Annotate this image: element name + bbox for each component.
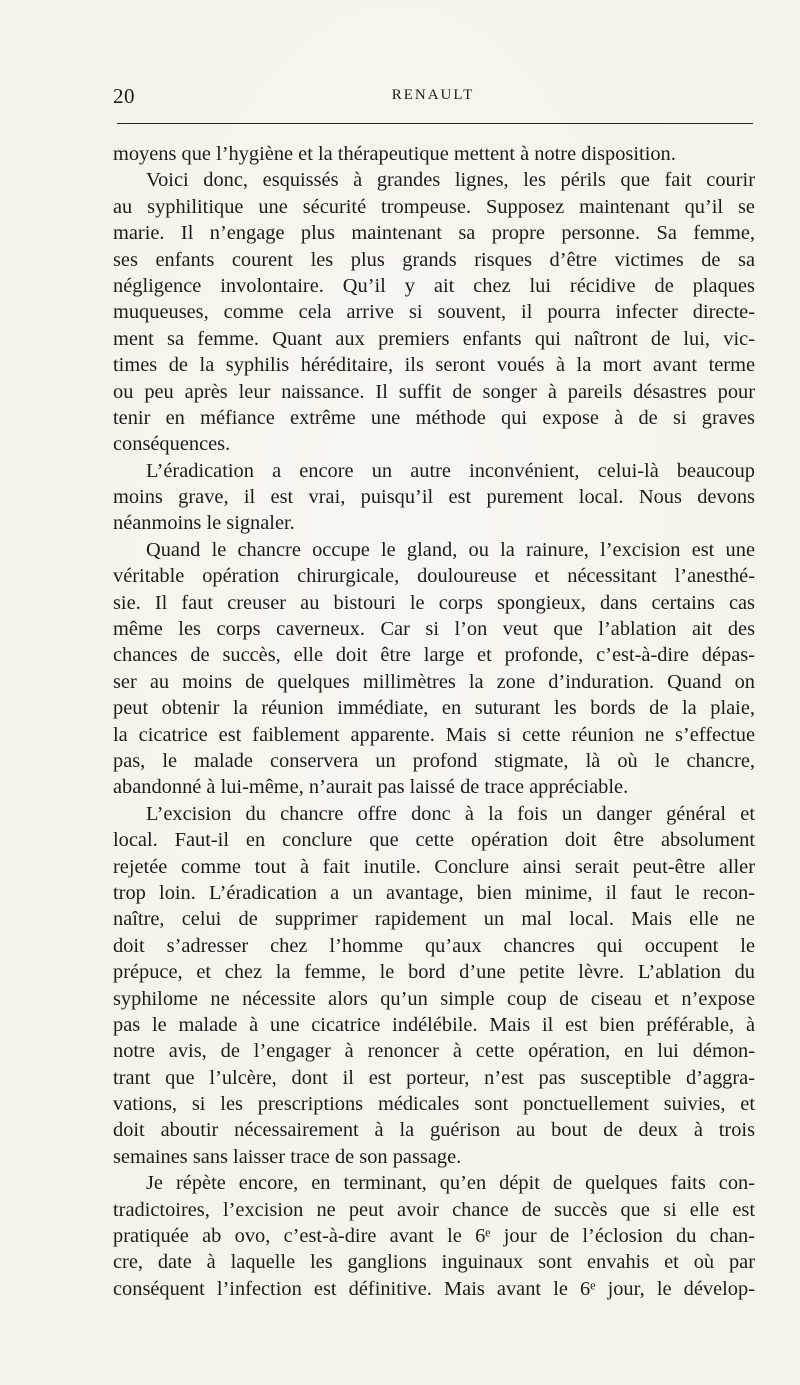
text-line: la cicatrice est faiblement apparente. Mais si cette réunion ne s’effectue bbox=[113, 723, 755, 746]
body-text bbox=[113, 141, 755, 1302]
text-line: prépuce, et chez la femme, le bord d’une petite lèvre. L’ablation du bbox=[113, 961, 755, 984]
text-line: moyens que l’hygiène et la thérapeutique mettent à notre disposition. bbox=[113, 143, 676, 165]
text-line: cre, date à laquelle les ganglions inguinaux sont envahis et où par bbox=[113, 1251, 755, 1274]
text-line: néanmoins le signaler. bbox=[113, 512, 295, 535]
text-line: trop loin. L’éradication a un avantage, bien minime, il faut le recon- bbox=[113, 881, 755, 904]
text-line: pratiquée ab ovo, c’est-à-dire avant le 6ᵉ jour de l’éclosion du chan- bbox=[113, 1225, 755, 1248]
text-line: tenir en méfiance extrême une méthode qui expose à de si graves bbox=[113, 406, 755, 429]
text-line: notre avis, de l’engager à renoncer à cette opération, en lui démon- bbox=[113, 1040, 755, 1063]
text-line: pas le malade à une cicatrice indélébile. Mais il est bien préférable, à bbox=[113, 1013, 755, 1036]
text-line: L’éradication a encore un autre inconvénient, celui-là beaucoup bbox=[146, 459, 755, 482]
text-line: sie. Il faut creuser au bistouri le corps spongieux, dans certains cas bbox=[113, 591, 755, 614]
text-line: chances de succès, elle doit être large et profonde, c’est-à-dire dépas- bbox=[113, 644, 755, 667]
page-header bbox=[113, 84, 753, 114]
text-line: trant que l’ulcère, dont il est porteur, n’est pas susceptible d’aggra- bbox=[113, 1066, 755, 1089]
text-line: conséquences. bbox=[113, 433, 231, 456]
page-number: 20 bbox=[113, 84, 135, 108]
text-line: L’excision du chancre offre donc à la fois un danger général et bbox=[146, 802, 755, 825]
text-line: rejetée comme tout à fait inutile. Conclure ainsi serait peut-être aller bbox=[113, 855, 755, 878]
text-line: véritable opération chirurgicale, douloureuse et nécessitant l’anesthé- bbox=[113, 565, 755, 588]
text-line: naître, celui de supprimer rapidement un mal local. Mais elle ne bbox=[113, 908, 755, 931]
text-line: vations, si les prescriptions médicales sont ponctuellement suivies, et bbox=[113, 1093, 755, 1116]
text-line: Voici donc, esquissés à grandes lignes, les périls que fait courir bbox=[146, 169, 755, 192]
text-line: au syphilitique une sécurité trompeuse. Supposez maintenant qu’il se bbox=[113, 195, 755, 218]
text-line: moins grave, il est vrai, puisqu’il est purement local. Nous devons bbox=[113, 486, 755, 509]
text-line: ser au moins de quelques millimètres la zone d’induration. Quand on bbox=[113, 670, 755, 693]
text-line: ses enfants courent les plus grands risques d’être victimes de sa bbox=[113, 248, 755, 271]
text-line: muqueuses, comme cela arrive si souvent, il pourra infecter directe- bbox=[113, 301, 755, 324]
text-line: ou peu après leur naissance. Il suffit de songer à pareils désastres pour bbox=[113, 380, 755, 403]
text-line: ment sa femme. Quant aux premiers enfants qui naîtront de lui, vic- bbox=[113, 327, 755, 350]
text-line: local. Faut-il en conclure que cette opération doit être absolument bbox=[113, 829, 755, 852]
text-line: conséquent l’infection est définitive. Mais avant le 6ᵉ jour, le dévelop- bbox=[113, 1277, 755, 1300]
text-line: times de la syphilis héréditaire, ils seront voués à la mort avant terme bbox=[113, 354, 755, 377]
text-line: marie. Il n’engage plus maintenant sa propre personne. Sa femme, bbox=[113, 222, 755, 245]
text-line: pas, le malade conservera un profond stigmate, là où le chancre, bbox=[113, 749, 755, 772]
text-line: abandonné à lui-même, n’aurait pas laissé de trace appréciable. bbox=[113, 776, 629, 799]
text-line: Je répète encore, en terminant, qu’en dépit de quelques faits con- bbox=[146, 1172, 755, 1195]
text-line: négligence involontaire. Qu’il y ait chez lui récidive de plaques bbox=[113, 274, 755, 297]
text-line: tradictoires, l’excision ne peut avoir chance de succès que si elle est bbox=[113, 1198, 755, 1221]
text-line: Quand le chancre occupe le gland, ou la rainure, l’excision est une bbox=[146, 538, 755, 561]
text-line: doit s’adresser chez l’homme qu’aux chancres qui occupent le bbox=[113, 934, 755, 957]
header-rule bbox=[117, 123, 753, 124]
text-line: syphilome ne nécessite alors qu’un simple coup de ciseau et n’expose bbox=[113, 987, 755, 1010]
text-line: peut obtenir la réunion immédiate, en suturant les bords de la plaie, bbox=[113, 697, 755, 720]
text-line: semaines sans laisser trace de son passage. bbox=[113, 1145, 462, 1168]
text-line: même les corps caverneux. Car si l’on veut que l’ablation ait des bbox=[113, 618, 755, 641]
text-line: doit aboutir nécessairement à la guérison au bout de deux à trois bbox=[113, 1119, 755, 1142]
running-head: RENAULT bbox=[391, 87, 475, 103]
